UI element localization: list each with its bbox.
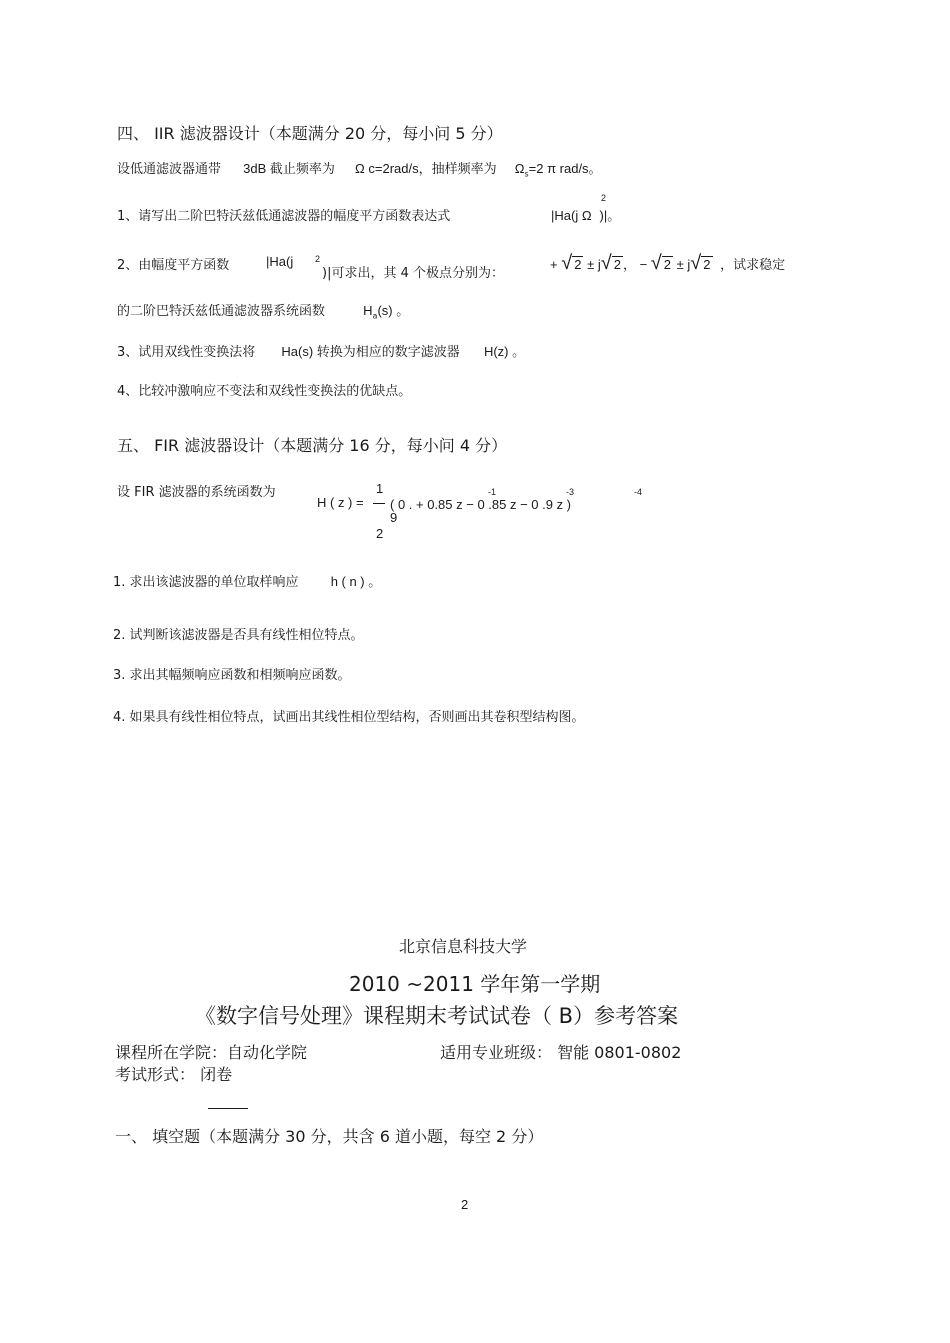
transfer-function-lhs: H ( z ) =	[317, 495, 364, 510]
section4-intro: 设低通滤波器通带 3dB 截止频率为 Ω c=2rad/s，抽样频率为 $\Omega_s=2$ π rad/s。	[117, 161, 602, 179]
exam-form: 考试形式： 闭卷	[115, 1065, 233, 1084]
section1-heading: 一、 填空题（本题满分 30 分，共含 6 道小题，每空 2 分）	[115, 1127, 544, 1146]
section5-q2: 2. 试判断该滤波器是否具有线性相位特点。	[113, 628, 364, 643]
underline-rule	[208, 1108, 248, 1109]
section5-heading: 五、 FIR 滤波器设计（本题满分 16 分，每小问 4 分）	[117, 436, 508, 455]
applicable-major: 适用专业班级： 智能 0801-0802	[440, 1043, 682, 1062]
section5-intro: 设 FIR 滤波器的系统函数为	[117, 485, 276, 500]
section4-q3: 3、试用双线性变换法将 Ha(s) 转换为相应的数字滤波器 H(z) 。	[117, 344, 526, 360]
section5-q4: 4. 如果具有线性相位特点，试画出其线性相位型结构，否则画出其卷积型结构图。	[113, 710, 585, 725]
section4-q2-expr: |Ha(j	[266, 254, 294, 269]
section4-q2: 2、由幅度平方函数	[117, 258, 230, 273]
fraction-numerator: 1	[376, 481, 384, 496]
exam-title: 《数字信号处理》课程期末考试试卷（ B）参考答案	[195, 1004, 679, 1028]
section4-q2-text2: )|可求出，其 4 个极点分别为：	[322, 266, 504, 281]
fraction-bar	[373, 503, 385, 504]
section4-q2-exponent: 2	[315, 254, 321, 264]
section4-q1: 1、请写出二阶巴特沃兹低通滤波器的幅度平方函数表达式	[117, 209, 451, 224]
section5-q3: 3. 求出其幅频响应函数和相频响应函数。	[113, 668, 351, 683]
pole-expression: + √ 2 ± j√ 2 ， − √ 2 ± j√ 2 ，试求稳定	[550, 252, 786, 274]
section4-q1-exponent: 2	[601, 193, 607, 203]
university-name: 北京信息科技大学	[399, 937, 528, 956]
section4-q2-line2: 的二阶巴特沃兹低通滤波器系统函数 $H_a(s)$ 。	[117, 303, 410, 321]
page-number: 2	[461, 1197, 469, 1212]
section4-heading: 四、 IIR 滤波器设计（本题满分 20 分，每小问 5 分）	[117, 124, 503, 143]
exponent-4: -4	[634, 487, 643, 497]
section4-q4: 4、比较冲激响应不变法和双线性变换法的优缺点。	[117, 384, 412, 399]
fraction-denominator-2: 2	[376, 526, 384, 541]
academic-term: 2010 ~2011 学年第一学期	[349, 972, 601, 996]
fraction-denominator: 9	[390, 510, 398, 525]
section4-q1-expr: |Ha(j Ω )|。	[551, 208, 621, 223]
exponent-3: -3	[566, 487, 575, 497]
transfer-function-body: ( 0 . + 0.85 z − 0 .85 z − 0 .9 z )	[390, 497, 572, 512]
section5-q1: 1. 求出该滤波器的单位取样响应 h ( n ) 。	[113, 574, 382, 590]
exponent-1: -1	[488, 487, 497, 497]
course-college: 课程所在学院：自动化学院	[115, 1043, 308, 1062]
